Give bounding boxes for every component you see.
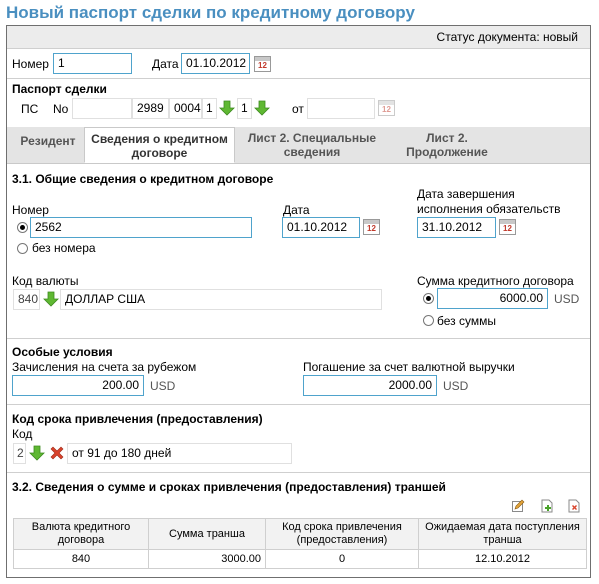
tab-resident[interactable]: Резидент <box>20 134 76 148</box>
passport-title: Паспорт сделки <box>12 82 107 96</box>
tab-sheet2-special[interactable]: Лист 2. Специальные сведения <box>247 131 377 159</box>
currency-name-field: ДОЛЛАР США <box>60 289 382 310</box>
term-code-label: Код <box>12 427 33 441</box>
green-down-arrow-icon[interactable] <box>254 100 270 116</box>
ps-label: ПС <box>21 102 39 116</box>
end-date-label-line1: Дата завершения <box>417 187 515 201</box>
repayment-label: Погашение за счет валютной выручки <box>303 360 515 374</box>
table-row[interactable] <box>14 550 587 569</box>
column-header-expected-date: Ожидаемая дата поступления транша <box>419 519 587 550</box>
cell-expected-date: 12.10.2012 <box>419 550 587 569</box>
delete-row-icon[interactable] <box>567 499 581 513</box>
special-conditions-title: Особые условия <box>12 345 113 359</box>
contract-date-label: Дата <box>283 203 310 217</box>
no-number-radio[interactable] <box>17 243 28 254</box>
currency-label: Код валюты <box>12 274 79 288</box>
tab-credit-contract-label: Сведения о кредитном договоре <box>91 132 228 160</box>
divider <box>7 78 590 79</box>
green-down-arrow-icon[interactable] <box>29 445 45 461</box>
cell-currency: 840 <box>14 550 149 569</box>
tab-credit-contract[interactable] <box>84 127 235 163</box>
divider <box>7 404 590 405</box>
passport-number-part-2[interactable]: 0004 <box>169 98 202 119</box>
credit-abroad-label: Зачисления на счета за рубежом <box>12 360 197 374</box>
contract-date-input[interactable]: 01.10.2012 <box>282 217 360 238</box>
passport-number-part-0[interactable] <box>72 98 132 119</box>
cell-amount: 3000.00 <box>149 550 266 569</box>
sum-label: Сумма кредитного договора <box>417 274 574 288</box>
term-code-description: от 91 до 180 дней <box>67 443 292 464</box>
document-date-input[interactable]: 01.10.2012 <box>181 53 250 74</box>
end-date-label-line2: исполнения обязательств <box>417 202 561 216</box>
cell-term-code: 0 <box>266 550 419 569</box>
with-number-radio[interactable] <box>17 222 28 233</box>
page-title: Новый паспорт сделки по кредитному договору <box>6 3 415 22</box>
from-label: от <box>292 102 304 116</box>
passport-number-part-4[interactable]: 1 <box>237 98 252 119</box>
calendar-icon[interactable]: 12 <box>378 100 395 116</box>
calendar-icon[interactable]: 12 <box>254 56 271 72</box>
term-code-field[interactable]: 2 <box>13 443 26 464</box>
no-sum-radio[interactable] <box>423 315 434 326</box>
section-3-2-title: 3.2. Сведения о сумме и сроках привлечения (предоставления) траншей <box>12 480 446 494</box>
no-label: No <box>53 102 69 116</box>
document-status: Статус документа: новый <box>436 30 578 44</box>
divider <box>7 338 590 339</box>
sum-currency-unit: USD <box>554 292 580 306</box>
passport-date-input[interactable] <box>307 98 375 119</box>
repayment-input[interactable]: 2000.00 <box>303 375 437 396</box>
currency-code-field[interactable]: 840 <box>13 289 40 310</box>
tab-bar <box>7 127 590 164</box>
no-number-label: без номера <box>32 241 96 255</box>
credit-abroad-unit: USD <box>150 379 176 393</box>
calendar-icon[interactable]: 12 <box>363 219 380 235</box>
passport-number-part-3[interactable]: 1 <box>202 98 217 119</box>
contract-sum-input[interactable]: 6000.00 <box>437 288 548 309</box>
contract-number-label: Номер <box>12 203 49 217</box>
credit-abroad-input[interactable]: 200.00 <box>12 375 144 396</box>
column-header-term-code: Код срока привлечения (предоставления) <box>266 519 419 550</box>
status-bar <box>7 26 590 49</box>
document-number-input[interactable]: 1 <box>53 53 132 74</box>
repayment-unit: USD <box>443 379 469 393</box>
date-label: Дата <box>152 57 179 71</box>
add-row-icon[interactable] <box>540 499 554 513</box>
term-code-title: Код срока привлечения (предоставления) <box>12 412 263 426</box>
with-sum-radio[interactable] <box>423 293 434 304</box>
contract-number-input[interactable]: 2562 <box>30 217 252 238</box>
column-header-currency: Валюта кредитного договора <box>14 519 149 550</box>
end-date-input[interactable]: 31.10.2012 <box>417 217 496 238</box>
no-sum-label: без суммы <box>437 314 496 328</box>
red-x-icon[interactable] <box>49 445 65 461</box>
tranches-table <box>13 518 587 569</box>
edit-icon[interactable] <box>511 499 525 513</box>
green-down-arrow-icon[interactable] <box>43 291 59 307</box>
column-header-amount: Сумма транша <box>149 519 266 550</box>
green-down-arrow-icon[interactable] <box>219 100 235 116</box>
passport-number-part-1[interactable]: 2989 <box>132 98 169 119</box>
divider <box>7 472 590 473</box>
calendar-icon[interactable]: 12 <box>499 219 516 235</box>
tab-sheet2-continued[interactable]: Лист 2. Продолжение <box>406 131 488 159</box>
section-3-1-title: 3.1. Общие сведения о кредитном договоре <box>12 172 274 186</box>
number-label: Номер <box>12 57 49 71</box>
